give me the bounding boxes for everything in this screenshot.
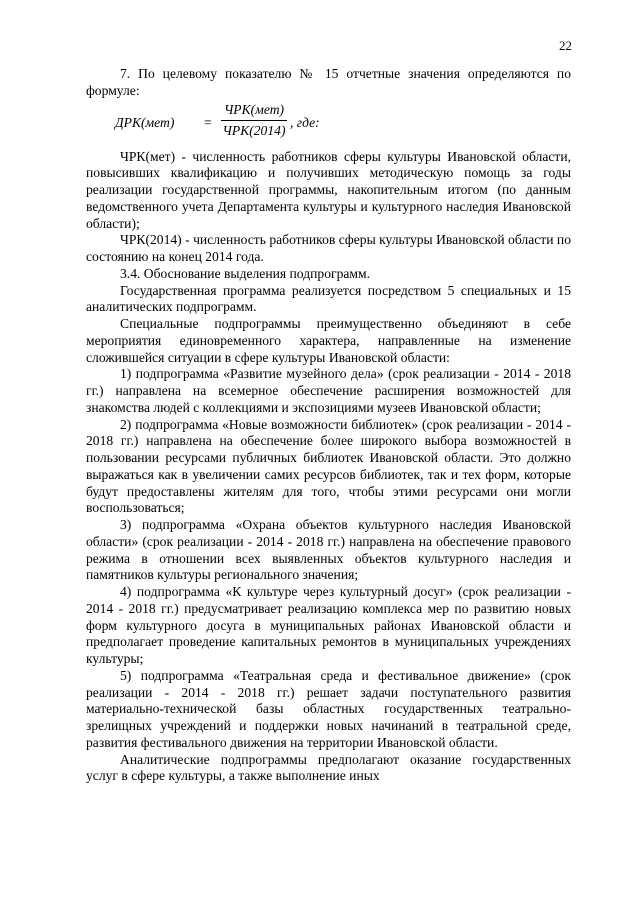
document-body: [86, 66, 571, 785]
paragraph-chrk-met: ЧРК(мет) - численность работников сферы культуры Ивановской области, повысивших квалификацию и получивших методическую помощь за годы реализации государственной программы, накопительным итогом (по данным ведомственного учета Департамента культуры и культурного наследия Ивановской области);: [86, 148, 571, 231]
section-heading-3-4: 3.4. Обоснование выделения подпрограмм.: [120, 265, 371, 281]
formula-numerator: ЧРК(мет): [223, 101, 285, 117]
page-number: 22: [559, 38, 572, 53]
formula: [86, 102, 571, 145]
list-item-subprogram-5: 5) подпрограмма «Театральная среда и фестивальное движение» (срок реализации - 2014 - 2018 гг.) решает задачи поступательного развития материально-технической базы областных государственных театрально-зрелищных учреждений и поддержки новых начинаний в театральной среде, развития фестивального движения на территории Ивановской области.: [86, 667, 571, 750]
list-item-subprogram-4: 4) подпрограмма «К культуре через культурный досуг» (срок реализации - 2014 - 2018 гг.) предусматривает реализацию комплекса мер по развитию новых форм культурного досуга в муниципальных районах Ивановской области и предполагает проведение капитальных ремонтов в муниципальных учреждениях культуры;: [86, 584, 571, 666]
paragraph-indicator-15: 7. По целевому показателю № 15 отчетные значения определяются по формуле:: [86, 66, 571, 98]
formula-fraction: [221, 102, 287, 141]
formula-equals: =: [204, 114, 212, 130]
formula-tail: , где:: [290, 114, 320, 130]
list-item-subprogram-1: 1) подпрограмма «Развитие музейного дела» (срок реализации - 2014 - 2018 гг.) направлена на всемерное обеспечение расширения возможностей для знакомства людей с коллекциями и экспозициями музеев Ивановской области;: [86, 366, 571, 415]
paragraph-program-structure: Государственная программа реализуется посредством 5 специальных и 15 аналитических подпрограмм.: [86, 282, 571, 315]
paragraph-analytic-subprograms: Аналитические подпрограммы предполагают оказание государственных услуг в сфере культуры, а также выполнение иных: [86, 751, 571, 784]
list-item-subprogram-3: 3) подпрограмма «Охрана объектов культурного наследия Ивановской области» (срок реализации - 2014 - 2018 гг.) направлена на обеспечение правового режима в отношении всех выявленных объектов культурного наследия и памятников культуры регионального значения;: [86, 517, 571, 583]
paragraph-chrk-2014: ЧРК(2014) - численность работников сферы культуры Ивановской области по состоянию на конец 2014 года.: [86, 232, 571, 264]
formula-lhs: ДРК(мет): [115, 114, 175, 130]
list-item-subprogram-2: 2) подпрограмма «Новые возможности библиотек» (срок реализации - 2014 - 2018 гг.) направлена на обеспечение более широкого выбора возможностей в пользовании ресурсами публичных библиотек Ивановской области. Это должно выражаться как в увеличении самих ресурсов библиотек, так и тех форм, которые будут предоставлены жителям для того, чтобы этими ресурсами они могли воспользоваться;: [86, 416, 571, 516]
paragraph-special-subprograms: Специальные подпрограммы преимущественно объединяют в себе мероприятия единовременного характера, направленные на изменение сложившейся ситуации в сфере культуры Ивановской области:: [86, 316, 571, 365]
formula-denominator: ЧРК(2014): [222, 123, 286, 139]
